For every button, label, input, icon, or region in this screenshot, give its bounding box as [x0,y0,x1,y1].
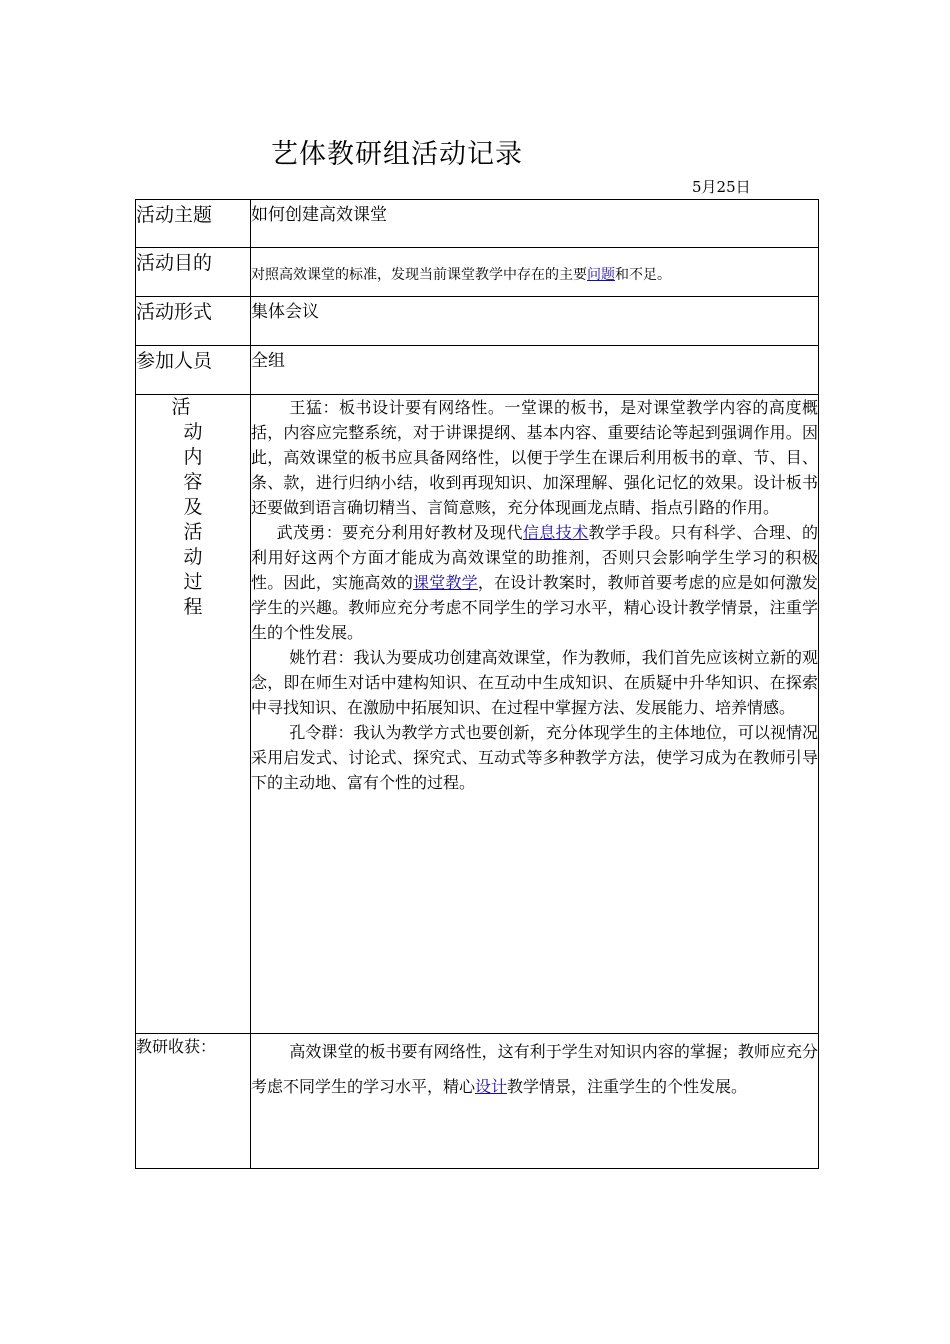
gain-link-design[interactable]: 设计 [475,1077,508,1096]
record-date: 5月25日 [692,178,751,196]
record-table [135,199,819,1169]
wu-text-c: ，在设计教案时，教师首要考虑的应是如何激发学生的兴趣。教师应充分考虑不同学生的学习水平，精心设计教学情景，注重学生的个性发展。 [251,573,818,642]
theme-value: 如何创建高效课堂 [251,200,819,248]
process-label-char: 及 [183,496,203,518]
row-purpose [136,248,819,297]
process-label [136,395,251,1034]
process-label-char: 过 [183,571,203,593]
theme-label: 活动主题 [136,200,251,248]
link-info-tech[interactable]: 信息技术 [522,523,589,542]
row-participants [136,346,819,395]
row-theme [136,200,819,248]
page-title: 艺体教研组活动记录 [271,139,523,170]
wu-text-a: 武茂勇：要充分利用好教材及现代 [276,523,523,542]
purpose-link-problem[interactable]: 问题 [587,267,615,283]
gain-label: 教研收获： [136,1034,251,1169]
row-form [136,297,819,346]
process-label-char: 活 [183,521,203,543]
gain-text-a: 高效课堂的板书要有网络性，这有利于学生对知识内容的掌握；教师应充分考虑不同学生的学习水平，精心 [251,1042,818,1096]
gain-content [251,1034,819,1169]
process-label-char: 动 [183,546,203,568]
paragraph-yao: 姚竹君：我认为要成功创建高效课堂，作为教师，我们首先应该树立新的观念，即在师生对话中建构知识、在互动中生成知识、在质疑中升华知识、在探索中寻找知识、在激励中拓展知识、在过程中掌握方法、发展能力、培养情感。 [251,648,818,717]
process-content [251,395,819,1034]
purpose-value [251,248,819,297]
paragraph-kong: 孔令群：我认为教学方式也要创新，充分体现学生的主体地位，可以视情况采用启发式、讨论式、探究式、互动式等多种教学方法，使学习成为在教师引导下的主动地、富有个性的过程。 [251,723,818,792]
process-label-char: 内 [183,446,203,468]
process-label-char: 活 [171,396,191,418]
form-value: 集体会议 [251,297,819,346]
purpose-text-after: 和不足。 [615,267,671,283]
gain-text-b: 教学情景，注重学生的个性发展。 [507,1077,748,1096]
process-label-char: 动 [183,421,203,443]
gain-paragraph [251,1034,818,1104]
paragraph-wu [251,520,818,645]
wu-text-b: 教学手段。只有科学、合理、的利用好这两个方面才能成为高效课堂的助推剂，否则只会影响学生学习的积极性。因此，实施高效的 [251,523,818,592]
paragraph-wang: 王猛：板书设计要有网络性。一堂课的板书，是对课堂教学内容的高度概括，内容应完整系统，对于讲课提纲、基本内容、重要结论等起到强调作用。因此，高效课堂的板书应具备网络性，以便于学生在课后利用板书的章、节、目、条、款，进行归纳小结，收到再现知识、加深理解、强化记忆的效果。设计板书还要做到语言确切精当、言简意赅，充分体现画龙点睛、指点引路的作用。 [251,398,818,517]
form-label: 活动形式 [136,297,251,346]
purpose-text-before: 对照高效课堂的标准，发现当前课堂教学中存在的主要 [251,267,587,283]
participants-value: 全组 [251,346,819,395]
purpose-label: 活动目的 [136,248,251,297]
process-label-char: 容 [183,471,203,493]
participants-label: 参加人员 [136,346,251,395]
process-label-char: 程 [183,596,203,618]
link-classroom-teaching[interactable]: 课堂教学 [413,573,478,592]
row-gain [136,1034,819,1169]
row-process [136,395,819,1034]
